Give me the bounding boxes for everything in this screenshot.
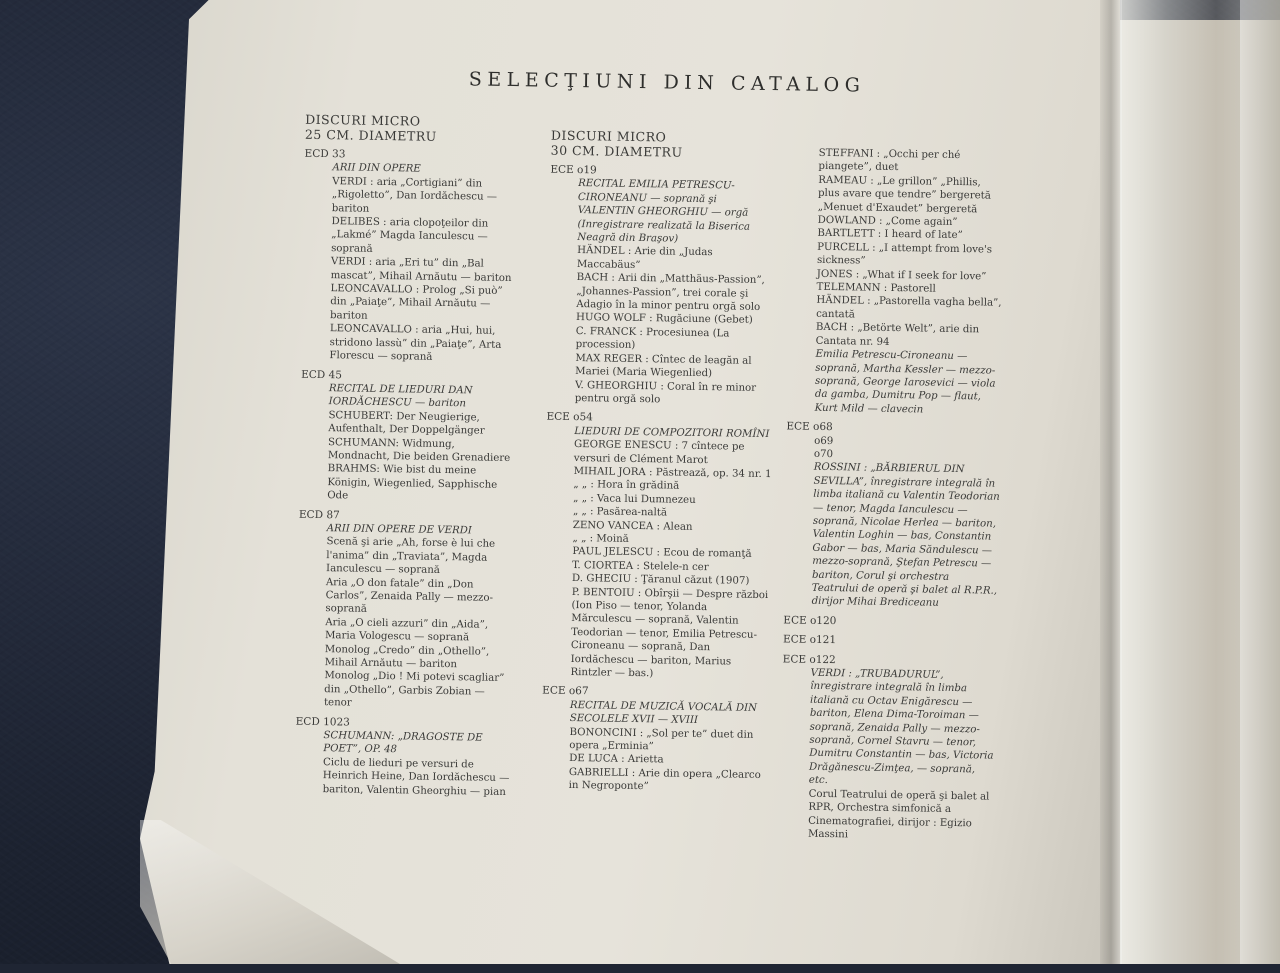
catalog-line: GABRIELLI : Arie din opera „Clearco in Negroponte” — [568, 766, 761, 793]
catalog-line: BACH : Arii din „Matthäus-Passion”, „Johannes-Passion”, trei corale şi Adagio în la minor pentru orgă solo — [576, 272, 765, 313]
catalog-line: SCHUMANN: Widmung, Mondnacht, Die beiden Grenadiere — [327, 436, 511, 464]
catalog-code: ECE o68 — [786, 420, 833, 434]
column-continued — [780, 146, 1006, 844]
catalog-entries — [780, 146, 1006, 844]
catalog-code: ECE o67 — [542, 684, 589, 698]
column-heading: DISCURI MICRO 30 CM. DIAMETRU — [550, 127, 683, 160]
catalog-line: RAMEAU : „Le grillon” „Phillis, plus avare que tendre” bergeretă — [817, 174, 991, 202]
catalog-code: o70 — [813, 448, 834, 461]
catalog-line: „ „ : Pasărea-naltă — [572, 506, 668, 519]
catalog-code: ECE o120 — [783, 614, 837, 627]
column-heading: DISCURI MICRO 25 CM. DIAMETRU — [304, 111, 437, 144]
catalog-line: „ „ : Vaca lui Dumnezeu — [573, 492, 696, 506]
catalog-code: ECD 33 — [304, 147, 346, 161]
catalog-line: BACH : „Betörte Welt”, arie din Cantata nr. 94 — [815, 322, 980, 348]
catalog-line: Aria „O don fatale” din „Don Carlos”, Zenaida Pally — mezzo-soprană — [325, 576, 494, 616]
catalog-line: „ „ : Hora în grădină — [573, 479, 680, 493]
catalog-line: VERDI : aria „Eri tu” din „Bal mascat”, Mihail Arnăutu — bariton — [330, 256, 512, 284]
catalog-code: ECD 1023 — [295, 715, 350, 729]
page-title: SELECŢIUNI DIN CATALOG — [468, 68, 866, 97]
section-title: VERDI : „TRUBADURUL”, înregistrare integrală în limba italiană cu Octav Enigărescu — bariton, Elena Dima-Toroiman — soprană, Zenaida Pally — mezzo-soprană, Cornel Stavru — tenor, Dumitru Constantin — bas, Victoria Drăgănescu-Zimţea, — soprană, etc. — [808, 667, 994, 787]
catalog-line: P. BENTOIU : Obîrşii — Despre război (Ion Piso — tenor, Yolanda Mărculescu — soprană, Valentin Teodorian — tenor, Emilia Petrescu-Cironeanu — soprană, Dan Iordăchescu — bariton, Marius Rintzler — bas.) — [570, 586, 769, 680]
catalog-line: HÄNDEL : „Pastorella vagha bella”, cantată — [816, 295, 1002, 321]
catalog-line: „Menuet d'Exaudet” bergeretă — [817, 201, 978, 215]
catalog-line: T. CIORTEA : Stelele-n cer — [572, 559, 709, 573]
catalog-code: o69 — [814, 435, 834, 447]
catalog-code: ECE o122 — [782, 652, 836, 666]
catalog-line: STEFFANI : „Occhi per ché piangete”, duet — [818, 147, 961, 174]
section-title: RECITAL EMILIA PETRESCU-CIRONEANU — soprană şi VALENTIN GHEORGHIU — orgă (Inregistrare realizată la Biserica Neagră din Braşov) — [577, 178, 751, 245]
catalog-line: PAUL JELESCU : Ecou de romanţă — [572, 546, 752, 561]
catalog-line: TELEMANN : Pastorell — [816, 281, 936, 295]
section-title: RECITAL DE LIEDURI DAN IORDĂCHESCU — bariton — [328, 383, 473, 410]
catalog-line: „ „ : Moină — [572, 532, 629, 545]
catalog-line: V. GHEORGHIU : Coral în re minor pentru orgă solo — [574, 379, 757, 406]
catalog-line: LEONCAVALLO : aria „Hui, hui, stridono lassù” din „Paiaţe”, Arta Florescu — soprană — [329, 323, 502, 363]
catalog-line: ZENO VANCEA : Alean — [572, 519, 693, 533]
catalog-line: DOWLAND : „Come again” — [817, 214, 958, 229]
catalog-line: VERDI : aria „Cortigiani” din „Rigoletto”, Dan Iordăchescu — bariton — [331, 176, 498, 215]
catalog-code: ECE o54 — [546, 410, 593, 424]
catalog-code: ECD 45 — [301, 368, 343, 381]
catalog-line: Ciclu de lieduri pe versuri de Heinrich Heine, Dan Iordăchescu — bariton, Valentin Gheorghiu — pian — [322, 756, 510, 798]
section-title: SCHUMANN: „DRAGOSTE DE POET”, OP. 48 — [323, 730, 483, 756]
section-title: RECITAL DE MUZICĂ VOCALĂ DIN SECOLELE XVII — XVIII — [569, 699, 758, 727]
catalog-entries — [541, 164, 777, 796]
section-title: ARII DIN OPERE DE VERDI — [326, 523, 472, 537]
section-title: ROSSINI : „BĂRBIERUL DIN SEVILLA”, înregistrare integrală în limba italiană cu Valentin Teodorian — tenor, Magda Ianculescu — soprană, Nicolae Herlea — bariton, Valentin Loghin — bas, Constantin Gabor — bas, Maria Săndulescu — mezzo-soprană, Ştefan Petrescu — bariton, Corul şi orchestra Teatrului de operă şi balet al R.P.R., dirijor Mihai Brediceanu — [811, 462, 1000, 610]
catalog-line: GEORGE ENESCU : 7 cîntece pe versuri de Clément Marot — [573, 439, 745, 466]
catalog-line: JONES : „What if I seek for love” — [816, 268, 987, 283]
catalog-line: C. FRANCK : Procesiunea (La procession) — [575, 325, 730, 352]
catalog-line: Corul Teatrului de operă şi balet al RPR, Orchestra simfonică a Cinematografiei, dirijor : Egizio Massini — [807, 788, 990, 841]
catalog-entries — [295, 148, 523, 799]
catalog-code: ECE o121 — [782, 633, 837, 647]
catalog-line: HUGO WOLF : Rugăciune (Gebet) — [575, 312, 753, 327]
catalog-line: DE LUCA : Arietta — [569, 753, 664, 766]
section-title: Emilia Petrescu-Cironeanu — soprană, Martha Kessler — mezzo-soprană, George Iarosevici — viola da gamba, Dumitru Pop — flaut, Kurt Mild — clavecin — [814, 348, 996, 416]
catalog-line: BRAHMS: Wie bist du meine Königin, Wiegenlied, Sapphische Ode — [327, 463, 498, 502]
catalog-code: ECE o19 — [550, 163, 597, 177]
catalog-line: DELIBES : aria clopoţeilor din „Lakmé” Magda Ianculescu — soprană — [331, 216, 489, 255]
catalog-line: D. GHECIU : Ţăranul căzut (1907) — [571, 573, 750, 587]
catalog-line: BONONCINI : „Sol per te” duet din opera „Erminia” — [569, 726, 754, 753]
catalog-line: SCHUBERT: Der Neugierige, Aufenthalt, Der Doppelgänger — [328, 409, 485, 437]
catalog-line: Monolog „Dio ! Mi potevi scagliar” din „Othello”, Garbis Zobian — tenor — [323, 670, 505, 709]
column-25cm — [295, 112, 524, 799]
catalog-line: BARTLETT : I heard of late” — [817, 228, 963, 242]
catalog-line: Aria „O cieli azzuri” din „Aida”, Maria Vologescu — soprană — [324, 616, 489, 644]
catalog-line: LEONCAVALLO : Prolog „Si può” din „Paiaţe”, Mihail Arnăutu — bariton — [329, 283, 503, 322]
section-title: LIEDURI DE COMPOZITORI ROMÎNI — [574, 425, 770, 440]
catalog-line: Monolog „Credo” din „Othello”, Mihail Arnăutu — bariton — [324, 643, 490, 671]
catalog-code: ECD 87 — [298, 508, 340, 521]
catalog-line: MAX REGER : Cîntec de leagăn al Mariei (Maria Wiegenlied) — [575, 352, 752, 380]
catalog-line: HÄNDEL : Arie din „Judas Maccabäus” — [576, 245, 713, 271]
catalog-line: MIHAIL JORA : Păstrează, op. 34 nr. 1 — [573, 465, 772, 481]
section-title: ARII DIN OPERE — [332, 162, 421, 175]
catalog-line: Scenă şi arie „Ah, forse è lui che l'anima” din „Traviata”, Magda Ianculescu — soprană — [326, 536, 496, 577]
catalog-line: PURCELL : „I attempt from love's sickness” — [816, 241, 993, 267]
column-30cm — [541, 128, 777, 796]
